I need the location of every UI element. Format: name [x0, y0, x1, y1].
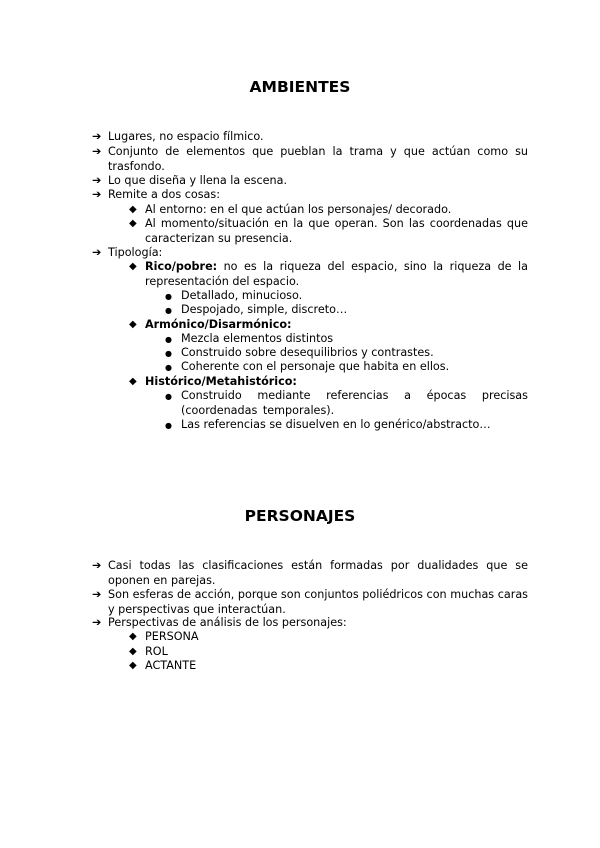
list-item: Al momento/situación en la que operan. Son las coordenadas que caracterizan su presencia.: [145, 217, 528, 245]
section-title-ambientes: AMBIENTES: [249, 78, 351, 96]
round-bullet-icon: ●: [165, 335, 172, 344]
list-item: Al entorno: en el que actúan los personajes/ decorado.: [145, 203, 452, 216]
diamond-bullet-icon: ◆: [129, 204, 137, 215]
diamond-bullet-icon: ◆: [129, 218, 137, 229]
category-label: Armónico/Disarmónico:: [145, 318, 292, 331]
list-item: Construido mediante referencias a épocas precisas (coordenadas temporales).: [181, 389, 528, 417]
list-item: Lugares, no espacio fílmico.: [108, 130, 264, 143]
round-bullet-icon: ●: [165, 392, 172, 401]
arrow-bullet-icon: ➔: [92, 145, 102, 158]
arrow-bullet-icon: ➔: [92, 246, 102, 259]
list-item: Casi todas las clasificaciones están formadas por dualidades que se oponen en parejas.: [108, 559, 528, 587]
list-item: Construido sobre desequilibrios y contrastes.: [181, 346, 434, 359]
list-item: ROL: [145, 645, 168, 658]
diamond-bullet-icon: ◆: [129, 631, 137, 642]
list-item: Despojado, simple, discreto…: [181, 303, 348, 316]
list-item: Lo que diseña y llena la escena.: [108, 174, 288, 187]
list-item: Remite a dos cosas:: [108, 188, 221, 201]
arrow-bullet-icon: ➔: [92, 174, 102, 187]
round-bullet-icon: ●: [165, 306, 172, 315]
diamond-bullet-icon: ◆: [129, 660, 137, 671]
category-label: Histórico/Metahistórico:: [145, 375, 297, 388]
list-item: Coherente con el personaje que habita en ellos.: [181, 360, 450, 373]
round-bullet-icon: ●: [165, 363, 172, 372]
list-item: Perspectivas de análisis de los personajes:: [108, 616, 347, 629]
diamond-bullet-icon: ◆: [129, 376, 137, 387]
list-item: Conjunto de elementos que pueblan la trama y que actúan como su trasfondo.: [108, 145, 528, 173]
category-label: Rico/pobre:: [145, 260, 218, 273]
list-item: ACTANTE: [145, 659, 197, 672]
section-title-personajes: PERSONAJES: [244, 507, 356, 525]
diamond-bullet-icon: ◆: [129, 646, 137, 657]
list-item: Mezcla elementos distintos: [181, 332, 334, 345]
diamond-bullet-icon: ◆: [129, 319, 137, 330]
list-item: PERSONA: [145, 630, 199, 643]
arrow-bullet-icon: ➔: [92, 188, 102, 201]
round-bullet-icon: ●: [165, 421, 172, 430]
round-bullet-icon: ●: [165, 349, 172, 358]
category-description: no es la riqueza del espacio, sino la riqueza de la representación del espacio.: [145, 260, 528, 288]
diamond-bullet-icon: ◆: [129, 261, 137, 272]
list-item: Detallado, minucioso.: [181, 289, 303, 302]
arrow-bullet-icon: ➔: [92, 588, 102, 601]
list-item: Son esferas de acción, porque son conjuntos poliédricos con muchas caras y perspectivas que interactúan.: [108, 588, 528, 616]
arrow-bullet-icon: ➔: [92, 616, 102, 629]
list-item: Tipología:: [108, 246, 163, 259]
list-item: [145, 318, 528, 333]
list-item: [145, 375, 528, 390]
list-item: Las referencias se disuelven en lo genérico/abstracto…: [181, 418, 491, 431]
list-item: [145, 260, 528, 289]
arrow-bullet-icon: ➔: [92, 130, 102, 143]
arrow-bullet-icon: ➔: [92, 559, 102, 572]
round-bullet-icon: ●: [165, 292, 172, 301]
